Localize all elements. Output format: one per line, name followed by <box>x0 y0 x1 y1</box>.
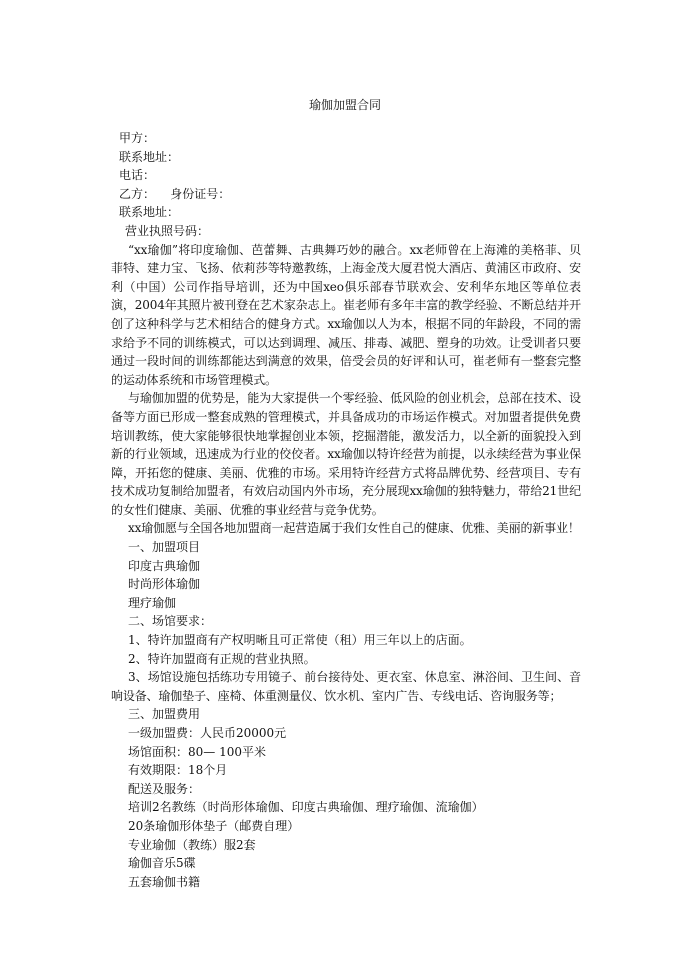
list-item: 瑜伽音乐5碟 <box>128 856 196 871</box>
section-heading: 三、加盟费用 <box>128 707 201 722</box>
list-item: 专业瑜伽（教练）服2套 <box>128 837 256 852</box>
list-item: 理疗瑜伽 <box>128 595 177 610</box>
list-item: 时尚形体瑜伽 <box>128 577 201 592</box>
list-item: 20条瑜伽形体垫子（邮费自理） <box>128 818 300 833</box>
list-item: 1、特许加盟商有产权明晰且可正常使（租）用三年以上的店面。 <box>128 633 472 648</box>
list-item: 有效期限：18个月 <box>128 763 228 778</box>
list-item: 五套瑜伽书籍 <box>128 874 201 889</box>
party-a-field: 甲方： <box>119 131 156 145</box>
list-item: 一级加盟费：人民币20000元 <box>128 726 287 740</box>
section-heading: 一、加盟项目 <box>128 540 201 555</box>
phone-field: 电话： <box>119 168 156 183</box>
list-item: 印度古典瑜伽 <box>128 558 201 573</box>
page-title: 瑜伽加盟合同 <box>308 98 381 112</box>
list-item: 场馆面积：80— 100平米 <box>128 744 266 759</box>
list-item: 3、场馆设施包括练功专用镜子、前台接待处、更衣室、休息室、淋浴间、卫生间、音响设备、瑜伽垫子、座椅、体重测量仪、饮水机、室内广告、专线电话、咨询服务等； <box>111 670 581 703</box>
advantage-paragraph: 与瑜伽加盟的优势是，能为大家提供一个零经验、低风险的创业机会，总部在技术、设备等方面已形成一整套成熟的管理模式，并具备成功的市场运作模式。对加盟者提供免费培训教练，使大家能够很快地掌握创业本领，挖掘潜能，激发活力，以全新的面貌投入到新的行业领域，迅速成为行业的佼佼者。xx瑜伽以特许经营为前提，以永续经营为事业保障，开拓您的健康、美丽、优雅的市场。采用特许经营方式将品牌优势、经营项目、专有技术成功复制给加盟者，有效启动国内外市场，充分展现xx瑜伽的独特魅力，带给21世纪的女性们健康、美丽、优雅的事业经营与竞争优势。 <box>111 391 581 517</box>
contact-address-field-2: 联系地址： <box>119 205 180 220</box>
list-item: 培训2名教练（时尚形体瑜伽、印度古典瑜伽、理疗瑜伽、流瑜伽） <box>128 800 484 815</box>
section-heading: 二、场馆要求： <box>128 614 213 629</box>
closing-paragraph: xx瑜伽愿与全国各地加盟商一起营造属于我们女性自己的健康、优雅、美丽的新事业！ <box>128 521 580 536</box>
contact-address-field: 联系地址： <box>119 149 180 164</box>
intro-paragraph: “xx瑜伽”将印度瑜伽、芭蕾舞、古典舞巧妙的融合。xx老师曾在上海滩的美格菲、贝菲特、建力宝、飞扬、依莉莎等特邀教练，上海金茂大厦君悦大酒店、黄浦区市政府、安利（中国）公司作指导培训，还为中国xeo俱乐部春节联欢会、安利华东地区等单位表演，2004年其照片被刊登在艺术家杂志上。崔老师有多年丰富的教学经验、不断总结并开创了这种科学与艺术相结合的健身方式。xx瑜伽以人为本，根据不同的年龄段，不同的需求给予不同的训练模式，可以达到调理、减压、排毒、减肥、塑身的功效。让受训者只要通过一段时间的训练都能达到满意的效果，倍受会员的好评和认可，崔老师有一整套完整的运动体系统和市场管理模式。 <box>111 242 581 387</box>
list-item: 配送及服务： <box>128 781 201 796</box>
party-b-id-field: 乙方： 身份证号： <box>119 186 231 201</box>
business-license-field: 营业执照号码： <box>125 223 210 238</box>
document-body <box>111 129 581 891</box>
list-item: 2、特许加盟商有正规的营业执照。 <box>128 651 316 666</box>
